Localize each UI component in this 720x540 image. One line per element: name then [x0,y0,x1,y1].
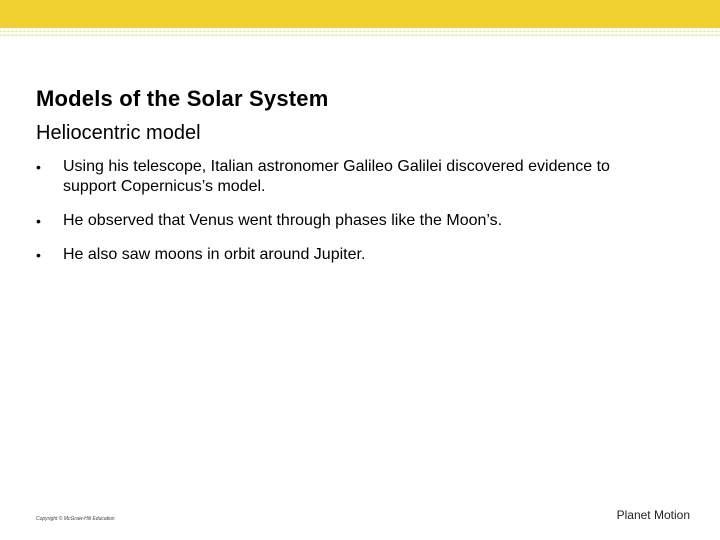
slide-title: Models of the Solar System [36,86,329,111]
bullet-text: He observed that Venus went through phases like the Moon’s. [63,212,503,229]
slide-subtitle: Heliocentric model [36,122,201,144]
bullet-text: Using his telescope, Italian astronomer Galileo Galilei discovered evidence to support Copernicus’s model. [63,158,610,195]
bullet-marker: • [36,159,41,175]
bullet-item [36,211,636,231]
bullet-marker: • [36,213,41,229]
bullet-text: He also saw moons in orbit around Jupiter. [63,246,366,263]
footer-section-label: Planet Motion [616,508,690,522]
bullet-item [36,157,636,197]
bullet-marker: • [36,247,41,263]
bullet-item [36,245,636,265]
header-accent-band [0,0,720,28]
bullet-list [36,157,636,279]
copyright-notice: Copyright © McGraw-Hill Education [36,516,115,522]
header-dither-band [0,28,720,38]
